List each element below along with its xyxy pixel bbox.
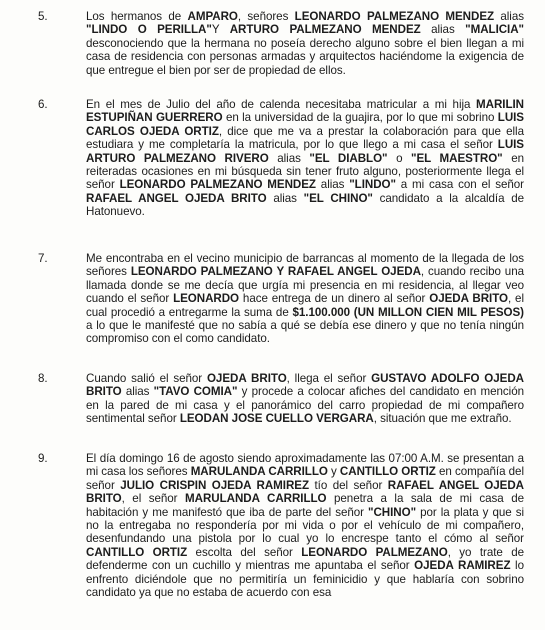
item-number: 7. [38,252,48,265]
bold-text-run: "MALICIA" [465,23,524,37]
bold-text-run: LEODAN JOSE CUELLO VERGARA [179,412,374,426]
text-run: por la plata y que si no la entregaba no respondería por mi vida o por el vehículo de mi compañero, desenfundando una pistola por lo cual yo lo encrespe tanto el cómo al señor [86,505,524,546]
text-run: , cuando recibo una llamada donde se me decía que urgía mi presencia en mi residencia, al llegar veo cuando el señor [86,265,524,306]
text-run: alias [420,23,466,37]
text-run: o [387,151,412,165]
text-run: alias [121,385,154,399]
text-run: lo enfrento diciéndole que no permitiría un feminicidio y que hablaría con sobrino candidato ya que no estaba de acuerdo con esa [86,559,524,600]
item-text [86,452,524,599]
bold-text-run: "TAVO COMIA" [153,385,238,399]
text-run: , señores [237,10,295,23]
item-text [86,372,524,426]
paragraph-item-7 [38,252,524,346]
item-text [86,10,524,77]
bold-text-run: "LINDO O PERILLA" [86,23,212,37]
text-run: hace entrega de un dinero al señor [239,292,430,306]
bold-text-run: LEONARDO PALMEZANO Y RAFAEL ANGEL OJEDA [130,265,421,279]
text-run: escolta del señor [187,545,302,559]
bold-text-run: $1.100.000 (UN MILLON CIEN MIL PESOS) [292,305,524,319]
bold-text-run: LEONARDO PALMEZANO MENDEZ [294,10,495,23]
bold-text-run: CANTILLO ORTIZ [86,545,188,559]
bold-text-run: "EL DIABLO" [309,151,388,165]
bold-text-run: RAFAEL ANGEL OJEDA BRITO [86,191,267,205]
bold-text-run: MARILIN ESTUPIÑAN GUERRERO [86,98,524,125]
bold-text-run: LUIS ARTURO PALMEZANO RIVERO [86,138,524,165]
bold-text-run: "EL CHINO" [303,191,373,205]
bold-text-run: JULIO CRISPIN OJEDA RAMIREZ [120,478,310,492]
text-run: alias [494,10,524,23]
bold-text-run: MARULANDA CARRILLO [185,492,327,506]
paragraph-item-8 [38,372,524,426]
text-run: Y [211,23,230,37]
text-run: y procede a colocar afiches del candidato en mención en la pared de mi casa y el panorámico del carro propiedad de mi compañero sentimental señor [86,385,524,426]
paragraph-item-9 [38,452,525,600]
bold-text-run: LEONARDO PALMEZANO MENDEZ [119,178,316,192]
bold-text-run: GUSTAVO ADOLFO OJEDA BRITO [86,372,524,399]
text-run: , dice que me va a prestar la colaboración para que ella estudiara y me completaría la matricula, por lo que llego a mi casa el señor [86,124,524,152]
text-run: en la universidad de la guajira, por lo que mi sobrino [222,111,498,125]
item-number: 5. [38,10,48,23]
text-run: El día domingo 16 de agosto siendo aproximadamente las 07:00 A.M. se presentan a mi casa los señores [86,452,524,479]
bold-text-run: MARULANDA CARRILLO [190,465,328,479]
bold-text-run: LUIS CARLOS OJEDA ORTIZ [86,111,524,138]
text-run: alias [268,151,310,165]
text-run: Los hermanos de [86,10,188,23]
text-run: alias [266,191,304,205]
item-number: 6. [38,98,48,111]
text-run: , el cual procedió a entregarme la suma de [86,292,524,319]
item-text [86,98,524,219]
item-text [86,252,524,346]
bold-text-run: "CHINO" [368,505,417,519]
bold-text-run: "EL MAESTRO" [411,151,503,165]
text-run: alias [315,178,350,192]
bold-text-run: LEONARDO [173,292,240,306]
text-run: En el mes de Julio del año de calenda necesitaba matricular a mi hija [86,98,477,111]
bold-text-run: OJEDA RAMIREZ [414,559,511,573]
paragraph-item-5 [38,10,524,77]
item-number: 8. [38,372,48,385]
text-run: Cuando salió el señor [86,372,207,385]
bold-text-run: OJEDA BRITO [206,372,287,385]
text-run: , el señor [121,492,186,506]
text-run: y [327,465,340,479]
bold-text-run: AMPARO [187,10,238,23]
bold-text-run: RAFAEL ANGEL OJEDA BRITO [86,478,525,506]
text-run: , situación que me extraño. [373,412,512,426]
text-run: en reiteradas ocasiones en mi búsqueda sin tener fruto alguno, posteriormente llega el señor [86,151,524,192]
text-run: a mi casa con el señor [395,178,524,192]
text-run: , llega el señor [286,372,372,385]
bold-text-run: OJEDA BRITO [429,292,508,306]
text-run: , yo trate de defenderme con un cuchillo y mientras me apuntaba el señor [86,545,524,573]
text-run: penetra a la sala de mi casa de habitación y me manifestó que iba de parte del señor [86,492,524,519]
paragraph-item-6 [38,98,524,219]
text-run: candidato a la alcaldía de Hatonuevo. [86,191,524,219]
bold-text-run: LEONARDO PALMEZANO [301,545,448,559]
bold-text-run: ARTURO PALMEZANO MENDEZ [229,23,421,37]
text-run: tío del señor [309,478,388,492]
text-run: en compañía del señor [86,465,524,492]
bold-text-run: CANTILLO ORTIZ [339,465,436,479]
text-run: a lo que le manifesté que no sabía a qué se debía ese dinero y que no tenía ningún compromiso con el como candidato. [86,319,524,346]
item-number: 9. [38,452,48,465]
bold-text-run: "LINDO" [349,178,396,192]
text-run: Me encontraba en el vecino municipio de barrancas al momento de la llegada de los señores [86,252,524,279]
text-run: desconociendo que la hermana no poseía derecho alguno sobre el bien llegan a mi casa de residencia con personas armadas y arquitectos haciéndome la exigencia de que entregue el bien por ser de propiedad de ellos. [86,36,524,77]
